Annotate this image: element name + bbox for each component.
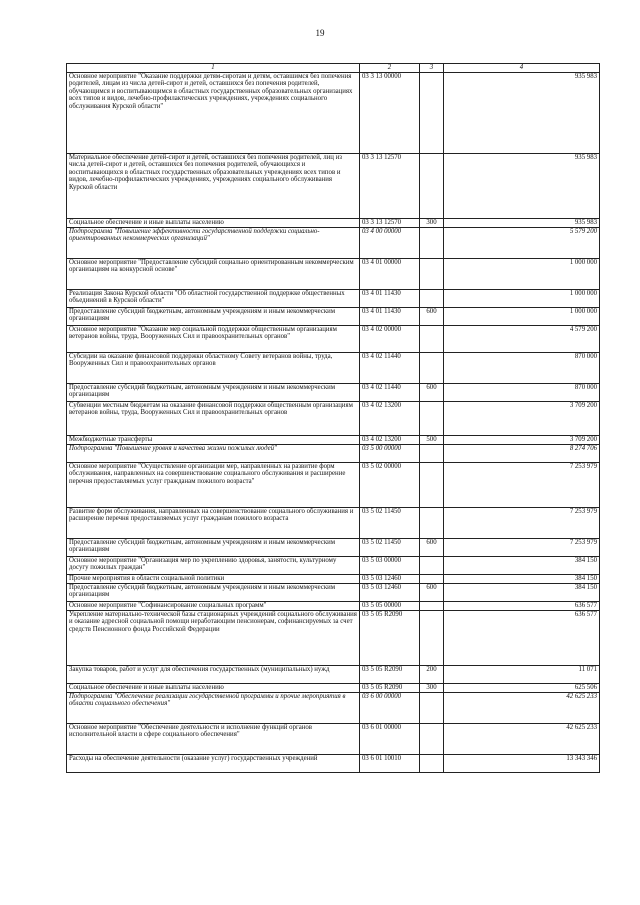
row-amount-cell: 636 577	[444, 602, 600, 611]
row-name-cell: Предоставление субсидий бюджетным, автономным учреждениям и иным некоммерческим организациям	[67, 308, 360, 326]
row-code-cell: 03 3 13 12570	[360, 219, 420, 228]
row-name-cell: Расходы на обеспечение деятельности (оказание услуг) государственных учреждений	[67, 755, 360, 773]
row-type-cell	[420, 326, 444, 353]
row-code-cell: 03 5 05 R2090	[360, 611, 420, 666]
table-row	[67, 463, 600, 508]
column-header-name: 1	[67, 64, 360, 73]
row-amount-cell: 870 000	[444, 384, 600, 402]
table-row	[67, 602, 600, 611]
row-name-cell: Предоставление субсидий бюджетным, автономным учреждениям и иным некоммерческим организациям	[67, 539, 360, 557]
row-code-cell: 03 3 13 12570	[360, 154, 420, 219]
table-row	[67, 724, 600, 755]
row-type-cell	[420, 693, 444, 724]
row-amount-cell: 935 983	[444, 154, 600, 219]
budget-table	[66, 63, 600, 773]
row-type-cell	[420, 290, 444, 308]
row-code-cell: 03 6 01 10010	[360, 755, 420, 773]
row-code-cell: 03 5 03 12460	[360, 575, 420, 584]
row-type-cell: 600	[420, 384, 444, 402]
row-code-cell: 03 4 02 11440	[360, 353, 420, 384]
row-type-cell	[420, 73, 444, 154]
table-header-row	[67, 64, 600, 73]
row-type-cell	[420, 611, 444, 666]
row-code-cell: 03 6 00 00000	[360, 693, 420, 724]
table-row	[67, 684, 600, 693]
row-name-cell: Основное мероприятие "Обеспечение деятельности и исполнение функций органов исполнительной власти в сфере социального обеспечения"	[67, 724, 360, 755]
table-row	[67, 308, 600, 326]
row-amount-cell: 13 343 346	[444, 755, 600, 773]
row-code-cell: 03 5 02 00000	[360, 463, 420, 508]
row-code-cell: 03 4 00 00000	[360, 228, 420, 259]
row-name-cell: Предоставление субсидий бюджетным, автономным учреждениям и иным некоммерческим организациям	[67, 584, 360, 602]
row-amount-cell: 935 983	[444, 73, 600, 154]
row-name-cell: Материальное обеспечение детей-сирот и детей, оставшихся без попечения родителей, лиц из числа детей-сирот и детей, оставшихся без попечения родителей, обучающихся и воспитывающихся в областных государственных образовательных учреждениях всех типов и видов, лечебно-профилактических учреждениях, учреждениях социального обслуживания Курской области	[67, 154, 360, 219]
row-amount-cell: 1 000 000	[444, 290, 600, 308]
table-body	[67, 73, 600, 773]
row-name-cell: Межбюджетные трансферты	[67, 436, 360, 445]
table-row	[67, 445, 600, 463]
row-code-cell: 03 5 05 00000	[360, 602, 420, 611]
table-row	[67, 353, 600, 384]
row-type-cell: 200	[420, 666, 444, 684]
row-name-cell: Субвенции местным бюджетам на оказание финансовой поддержки общественным организациям ветеранов войны, труда, Вооруженных Сил и правоохранительных органов	[67, 402, 360, 436]
row-code-cell: 03 5 02 11450	[360, 508, 420, 539]
row-type-cell	[420, 154, 444, 219]
row-amount-cell: 42 625 233	[444, 724, 600, 755]
row-type-cell: 500	[420, 436, 444, 445]
row-amount-cell: 4 579 200	[444, 326, 600, 353]
row-type-cell	[420, 575, 444, 584]
row-type-cell	[420, 402, 444, 436]
row-amount-cell: 42 625 233	[444, 693, 600, 724]
row-name-cell: Реализация Закона Курской области "Об областной государственной поддержке общественных объединений в Курской области"	[67, 290, 360, 308]
row-type-cell: 300	[420, 684, 444, 693]
table-row	[67, 154, 600, 219]
row-type-cell: 300	[420, 219, 444, 228]
table-row	[67, 557, 600, 575]
row-amount-cell: 1 000 000	[444, 259, 600, 290]
row-code-cell: 03 4 02 13200	[360, 436, 420, 445]
row-name-cell: Закупка товаров, работ и услуг для обеспечения государственных (муниципальных) нужд	[67, 666, 360, 684]
row-name-cell: Подпрограмма "Повышение уровня и качества жизни пожилых людей"	[67, 445, 360, 463]
row-code-cell: 03 4 02 13200	[360, 402, 420, 436]
row-amount-cell: 384 150	[444, 557, 600, 575]
row-amount-cell: 384 150	[444, 575, 600, 584]
table-row	[67, 436, 600, 445]
row-type-cell	[420, 755, 444, 773]
row-amount-cell: 7 253 979	[444, 539, 600, 557]
table-row	[67, 693, 600, 724]
row-name-cell: Основное мероприятие "Осуществление организации мер, направленных на развитие форм обслуживания, направленных на совершенствование социального обслуживания и расширение перечня предоставляемых услуг гражданам пожилого возраста"	[67, 463, 360, 508]
row-name-cell: Основное мероприятие "Организация мер по укреплению здоровья, занятости, культурному досугу пожилых граждан"	[67, 557, 360, 575]
table-row	[67, 326, 600, 353]
row-type-cell	[420, 445, 444, 463]
row-type-cell	[420, 259, 444, 290]
row-amount-cell: 384 150	[444, 584, 600, 602]
row-type-cell: 600	[420, 308, 444, 326]
table-row	[67, 259, 600, 290]
column-header-amount: 4	[444, 64, 600, 73]
row-code-cell: 03 5 03 12460	[360, 584, 420, 602]
row-amount-cell: 1 000 000	[444, 308, 600, 326]
row-name-cell: Прочие мероприятия в области социальной политики	[67, 575, 360, 584]
row-name-cell: Подпрограмма "Повышение эффективности государственной поддержки социально-ориентированных некоммерческих организаций"	[67, 228, 360, 259]
table-row	[67, 384, 600, 402]
row-type-cell	[420, 557, 444, 575]
row-amount-cell: 11 071	[444, 666, 600, 684]
row-type-cell	[420, 353, 444, 384]
row-code-cell: 03 4 01 00000	[360, 259, 420, 290]
row-name-cell: Основное мероприятие "Предоставление субсидий социально ориентированным некоммерческим организациям на конкурсной основе"	[67, 259, 360, 290]
row-code-cell: 03 5 05 R2090	[360, 684, 420, 693]
row-amount-cell: 8 274 706	[444, 445, 600, 463]
table-row	[67, 584, 600, 602]
row-name-cell: Социальное обеспечение и иные выплаты населению	[67, 219, 360, 228]
row-name-cell: Подпрограмма "Обеспечение реализации государственной программы и прочие мероприятия в области социального обеспечения"	[67, 693, 360, 724]
row-amount-cell: 7 253 979	[444, 463, 600, 508]
row-amount-cell: 5 579 200	[444, 228, 600, 259]
row-code-cell: 03 3 13 00000	[360, 73, 420, 154]
table-row	[67, 755, 600, 773]
table-row	[67, 402, 600, 436]
row-type-cell	[420, 508, 444, 539]
row-name-cell: Предоставление субсидий бюджетным, автономным учреждениям и иным некоммерческим организациям	[67, 384, 360, 402]
row-code-cell: 03 4 02 00000	[360, 326, 420, 353]
row-name-cell: Развитие форм обслуживания, направленных на совершенствование социального обслуживания и расширение перечня предоставляемых услуг гражданам пожилого возраста	[67, 508, 360, 539]
row-type-cell	[420, 724, 444, 755]
row-name-cell: Основное мероприятие "Софинансирование социальных программ"	[67, 602, 360, 611]
column-header-code: 2	[360, 64, 420, 73]
row-code-cell: 03 5 00 00000	[360, 445, 420, 463]
row-code-cell: 03 5 02 11450	[360, 539, 420, 557]
row-amount-cell: 870 000	[444, 353, 600, 384]
table-row	[67, 73, 600, 154]
row-amount-cell: 3 709 200	[444, 436, 600, 445]
row-amount-cell: 935 983	[444, 219, 600, 228]
table-row	[67, 290, 600, 308]
row-amount-cell: 636 577	[444, 611, 600, 666]
row-amount-cell: 3 709 200	[444, 402, 600, 436]
table-row	[67, 228, 600, 259]
row-name-cell: Субсидии на оказание финансовой поддержки областному Совету ветеранов войны, труда, Вооруженных Сил и правоохранительных органов	[67, 353, 360, 384]
row-type-cell: 600	[420, 584, 444, 602]
row-code-cell: 03 4 01 11430	[360, 308, 420, 326]
row-name-cell: Укрепление материально-технической базы стационарных учреждений социального обслуживания и оказание адресной социальной помощи неработающим пенсионерам, софинансируемых за счет средств Пенсионного фонда Российской Федерации	[67, 611, 360, 666]
row-name-cell: Основное мероприятие "Оказание поддержки детям-сиротам и детям, оставшимся без попечения родителей, лицам из числа детей-сирот и детей, оставшихся без попечения родителей, обучающимся и воспитывающимся в областных государственных образовательных организациях всех типов и видов, лечебно-профилактических учреждениях, учреждениях социального обслуживания Курской области"	[67, 73, 360, 154]
table-row	[67, 539, 600, 557]
row-code-cell: 03 5 05 R2090	[360, 666, 420, 684]
table-row	[67, 575, 600, 584]
row-code-cell: 03 4 01 11430	[360, 290, 420, 308]
row-type-cell	[420, 228, 444, 259]
row-name-cell: Социальное обеспечение и иные выплаты населению	[67, 684, 360, 693]
row-type-cell: 600	[420, 539, 444, 557]
row-name-cell: Основное мероприятие "Оказание мер социальной поддержки общественным организациям ветеранов войны, труда, Вооруженных Сил и правоохранительных органов"	[67, 326, 360, 353]
row-type-cell	[420, 602, 444, 611]
column-header-type: 3	[420, 64, 444, 73]
row-amount-cell: 625 506	[444, 684, 600, 693]
row-code-cell: 03 5 03 00000	[360, 557, 420, 575]
table-row	[67, 611, 600, 666]
row-amount-cell: 7 253 979	[444, 508, 600, 539]
row-code-cell: 03 6 01 00000	[360, 724, 420, 755]
row-type-cell	[420, 463, 444, 508]
table-row	[67, 219, 600, 228]
page-number: 19	[315, 28, 325, 38]
table-row	[67, 666, 600, 684]
table-row	[67, 508, 600, 539]
row-code-cell: 03 4 02 11440	[360, 384, 420, 402]
